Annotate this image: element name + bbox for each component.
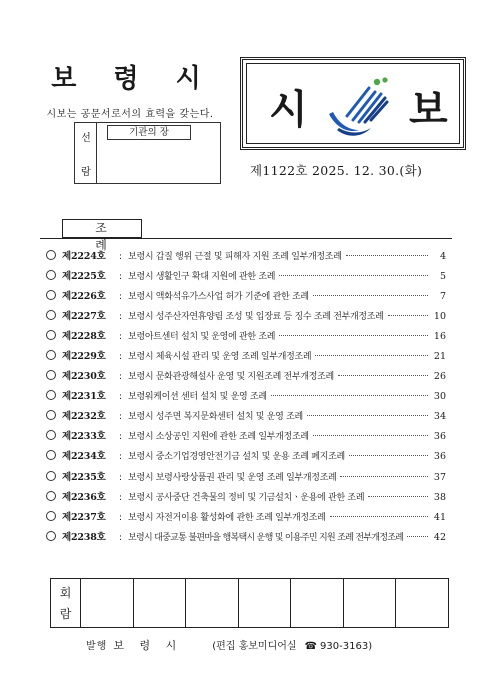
circle-bullet-icon xyxy=(46,250,56,260)
toc-leader xyxy=(315,355,428,356)
toc-colon: : xyxy=(119,472,123,483)
toc-item[interactable] xyxy=(46,489,446,509)
toc-item[interactable] xyxy=(46,529,446,549)
toc-title: 보령시 중소기업경영안전기금 설치 및 운용 조례 폐지조례 xyxy=(128,452,345,463)
toc-item[interactable] xyxy=(46,348,446,368)
toc-number: 제2224호 xyxy=(62,251,106,262)
circulation-cell xyxy=(81,579,134,627)
toc-colon: : xyxy=(119,412,123,423)
circle-bullet-icon xyxy=(46,270,56,280)
circle-bullet-icon xyxy=(46,531,56,541)
boryeong-logo-icon xyxy=(325,74,393,140)
toc-number: 제2228호 xyxy=(62,331,106,343)
circle-bullet-icon xyxy=(46,410,56,420)
legal-notice: 시보는 공문서로서의 효력을 갖는다. xyxy=(46,109,214,120)
toc-colon: : xyxy=(119,312,123,323)
section-divider xyxy=(40,238,452,239)
approval-side-top: 선 xyxy=(81,133,91,144)
circle-bullet-icon xyxy=(46,430,56,440)
phone-number: 930-3163) xyxy=(320,641,373,652)
circle-bullet-icon xyxy=(46,310,56,320)
toc-item[interactable] xyxy=(46,248,446,268)
gazette-title-box xyxy=(240,57,466,150)
circle-bullet-icon xyxy=(46,511,56,521)
gazette-title-left: 시 xyxy=(269,86,308,133)
circle-bullet-icon xyxy=(46,350,56,360)
circulation-cell xyxy=(186,579,239,627)
toc-leader xyxy=(271,395,428,396)
toc-leader xyxy=(313,435,428,436)
toc-leader xyxy=(407,536,428,537)
circle-bullet-icon xyxy=(46,390,56,400)
toc-page: 4 xyxy=(439,251,446,262)
editor-info: (편집 홍보미디어실 xyxy=(212,641,297,652)
toc-item[interactable] xyxy=(46,388,446,408)
toc-item[interactable] xyxy=(46,328,446,348)
toc-number: 제2238호 xyxy=(62,531,106,543)
toc-number: 제2227호 xyxy=(62,311,106,323)
toc-page: 34 xyxy=(433,411,446,423)
toc-number: 제2225호 xyxy=(62,271,106,283)
publisher-name: 보 령 시 xyxy=(113,639,183,652)
toc-leader xyxy=(368,496,428,497)
toc-number: 제2237호 xyxy=(62,511,106,523)
toc-colon: : xyxy=(119,512,123,523)
circle-bullet-icon xyxy=(46,370,56,380)
toc-colon: : xyxy=(119,292,123,303)
toc-colon: : xyxy=(119,372,123,383)
toc-leader xyxy=(388,315,428,316)
toc-item[interactable] xyxy=(46,428,446,448)
ordinance-list xyxy=(46,248,446,549)
issue-number-date: 제1122호 2025. 12. 30.(화) xyxy=(250,163,423,178)
toc-leader xyxy=(307,415,428,416)
circle-bullet-icon xyxy=(46,450,56,460)
toc-leader xyxy=(338,375,428,376)
circle-bullet-icon xyxy=(46,290,56,300)
toc-item[interactable] xyxy=(46,408,446,428)
toc-item[interactable] xyxy=(46,308,446,328)
toc-title: 보령시 성주산자연휴양림 조성 및 입장료 등 징수 조례 전부개정조례 xyxy=(128,312,384,323)
circulation-cell xyxy=(291,579,344,627)
agency-head-label: 기관의 장 xyxy=(107,125,191,140)
publisher-footer xyxy=(86,637,426,653)
toc-title: 보령시 자전거이용 활성화에 관한 조례 일부개정조례 xyxy=(128,512,326,523)
circulation-label-bottom: 람 xyxy=(59,607,72,621)
circle-bullet-icon xyxy=(46,330,56,340)
toc-title: 보령시 공사중단 건축물의 정비 및 기금설치ㆍ운용에 관한 조례 xyxy=(128,492,365,503)
toc-item[interactable] xyxy=(46,448,446,468)
toc-colon: : xyxy=(119,332,123,343)
toc-page: 41 xyxy=(433,511,446,523)
toc-page: 26 xyxy=(433,371,446,383)
publisher-label: 발행 xyxy=(86,641,108,652)
toc-page: 36 xyxy=(433,431,446,443)
city-title: 보 령 시 xyxy=(51,64,215,94)
toc-page: 10 xyxy=(433,311,446,323)
toc-title: 보령시 문화관광해설사 운영 및 지원조례 전부개정조례 xyxy=(128,372,334,383)
toc-title: 보령시 생활인구 확대 지원에 관한 조례 xyxy=(128,272,276,283)
circulation-cell xyxy=(134,579,187,627)
circulation-cell xyxy=(239,579,292,627)
approval-side-bottom: 람 xyxy=(81,167,91,178)
toc-title: 보령시 갑질 행위 근절 및 피해자 지원 조례 일부개정조례 xyxy=(128,252,342,262)
toc-colon: : xyxy=(119,492,123,503)
circulation-label xyxy=(51,579,81,627)
toc-colon: : xyxy=(119,392,123,403)
toc-number: 제2229호 xyxy=(62,351,106,363)
toc-colon: : xyxy=(119,432,123,443)
toc-page: 38 xyxy=(433,491,446,503)
toc-title: 보령시 성주면 복지문화센터 설치 및 운영 조례 xyxy=(128,412,303,423)
toc-page: 42 xyxy=(433,531,446,543)
toc-item[interactable] xyxy=(46,469,446,489)
circle-bullet-icon xyxy=(46,491,56,501)
toc-title: 보령시 액화석유가스사업 허가 기준에 관한 조례 xyxy=(128,292,309,303)
gazette-title-inner xyxy=(246,63,460,144)
circulation-cell xyxy=(344,579,397,627)
toc-number: 제2232호 xyxy=(62,411,106,423)
toc-item[interactable] xyxy=(46,509,446,529)
toc-title: 보령시 소상공인 지원에 관한 조례 일부개정조례 xyxy=(128,432,309,443)
toc-leader xyxy=(330,516,428,517)
gazette-title-right: 보 xyxy=(409,86,448,133)
toc-colon: : xyxy=(119,272,123,283)
approval-seal-box xyxy=(74,122,221,184)
toc-number: 제2226호 xyxy=(62,291,106,303)
toc-number: 제2234호 xyxy=(62,451,106,463)
toc-item[interactable] xyxy=(46,368,446,388)
toc-page: 36 xyxy=(433,451,446,463)
circulation-cell xyxy=(396,579,448,627)
toc-leader xyxy=(279,275,428,276)
toc-colon: : xyxy=(119,532,123,543)
toc-item[interactable] xyxy=(46,268,446,288)
toc-leader xyxy=(340,476,428,477)
toc-colon: : xyxy=(119,452,123,463)
toc-number: 제2233호 xyxy=(62,431,106,443)
toc-number: 제2235호 xyxy=(62,471,106,483)
toc-title: 보령아트센터 설치 및 운영에 관한 조례 xyxy=(128,332,276,343)
toc-title: 보령워케이션 센터 설치 및 운영 조례 xyxy=(128,392,267,403)
toc-page: 37 xyxy=(433,471,446,483)
toc-page: 5 xyxy=(439,271,446,283)
toc-page: 21 xyxy=(433,351,446,363)
toc-leader xyxy=(313,295,428,296)
toc-page: 7 xyxy=(439,291,446,303)
approval-side-label xyxy=(75,123,97,183)
toc-colon: : xyxy=(119,352,123,363)
toc-title: 보령시 체육시설 관리 및 운영 조례 일부개정조례 xyxy=(128,352,312,363)
toc-page: 30 xyxy=(433,391,446,403)
toc-number: 제2236호 xyxy=(62,491,106,503)
toc-leader xyxy=(346,255,428,256)
toc-page: 16 xyxy=(433,331,446,343)
circle-bullet-icon xyxy=(46,471,56,481)
toc-number: 제2231호 xyxy=(62,391,106,403)
toc-title: 보령시 대중교통 불편마을 행복택시 운행 및 이용주민 지원 조례 전부개정조례 xyxy=(128,532,404,543)
toc-title: 보령시 보령사랑상품권 관리 및 운영 조례 일부개정조례 xyxy=(128,472,337,483)
toc-item[interactable] xyxy=(46,288,446,308)
toc-colon: : xyxy=(119,252,123,262)
section-title-ordinance: 조 례 xyxy=(62,219,142,238)
toc-leader xyxy=(349,455,428,456)
circulation-label-top: 회 xyxy=(59,586,72,600)
toc-leader xyxy=(279,335,428,336)
circulation-table xyxy=(50,578,449,628)
phone-icon: ☎ xyxy=(304,641,318,652)
toc-number: 제2230호 xyxy=(62,371,106,383)
